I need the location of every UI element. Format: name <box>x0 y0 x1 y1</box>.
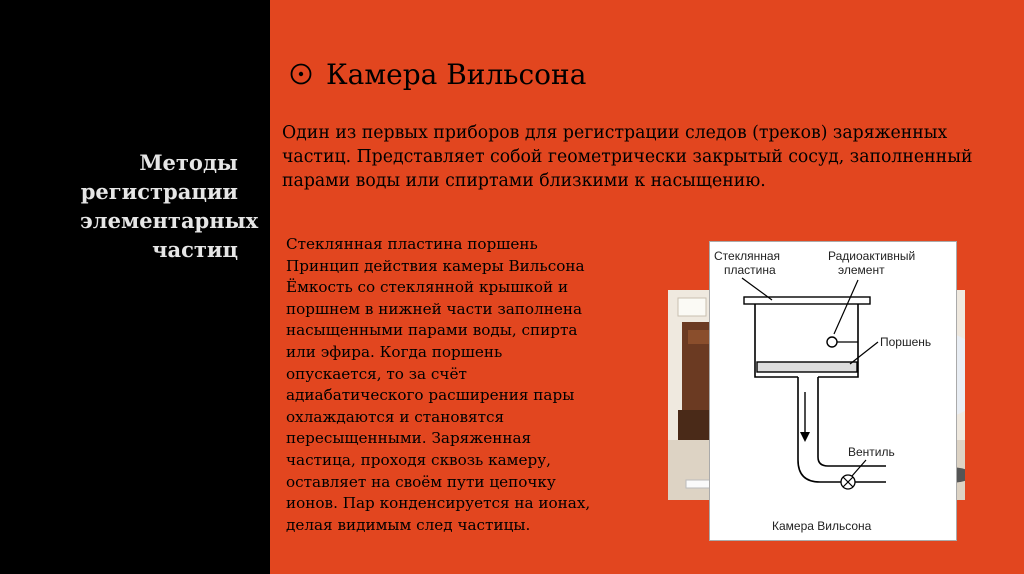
section-title-line: частиц <box>152 237 238 262</box>
body-line: насыщенными парами воды, спирта <box>286 321 578 340</box>
section-title-line: элементарных <box>80 208 259 233</box>
arrow-radio <box>834 280 858 334</box>
label-valve: Вентиль <box>848 445 895 459</box>
slide-title: Камера Вильсона <box>326 57 587 91</box>
label-radio-line2: элемент <box>838 263 885 277</box>
body-line: ионов. Пар конденсируется на ионах, <box>286 494 591 513</box>
label-glass-line1: Стеклянная <box>714 249 781 263</box>
diagram-drawing <box>710 242 956 540</box>
label-radio-line1: Радиоактивный <box>828 249 916 263</box>
arrow-valve <box>852 460 866 476</box>
label-glass-line2: пластина <box>724 263 776 277</box>
body-line: делая видимым след частицы. <box>286 515 531 534</box>
slide-title-row <box>290 54 586 94</box>
body-line: оставляет на своём пути цепочку <box>286 472 556 491</box>
body-line: Принцип действия камеры Вильсона <box>286 256 585 275</box>
body-line: или эфира. Когда поршень <box>286 342 503 361</box>
radioactive-element <box>827 337 837 347</box>
body-line: частица, проходя сквозь камеру, <box>286 450 551 469</box>
diagram-caption: Камера Вильсона <box>772 519 872 533</box>
body-line: адиабатического расширения пары <box>286 386 575 405</box>
left-panel <box>0 0 270 574</box>
section-title-line: Методы <box>139 150 238 175</box>
section-title <box>80 148 259 264</box>
body-line: Ёмкость со стеклянной крышкой и <box>286 278 569 297</box>
body-paragraph <box>286 234 646 536</box>
body-line: пересыщенными. Заряженная <box>286 429 532 448</box>
body-line: поршнем в нижней части заполнена <box>286 299 583 318</box>
circle-dot-icon <box>290 63 312 85</box>
label-piston: Поршень <box>880 335 932 349</box>
glass-plate <box>744 297 870 304</box>
arrow-piston <box>850 342 878 364</box>
body-line: опускается, то за счёт <box>286 364 467 383</box>
body-line: охлаждаются и становятся <box>286 407 505 426</box>
intro-paragraph: Один из первых приборов для регистрации следов (треков) заряженных частиц. Представляет собой геометрически закрытый сосуд, заполненный парами воды или спиртами близкими к насыщению. <box>282 123 973 191</box>
wilson-chamber-diagram <box>709 241 957 541</box>
piston <box>757 362 857 372</box>
section-title-line: регистрации <box>80 179 238 204</box>
body-line: Стеклянная пластина поршень <box>286 235 538 253</box>
